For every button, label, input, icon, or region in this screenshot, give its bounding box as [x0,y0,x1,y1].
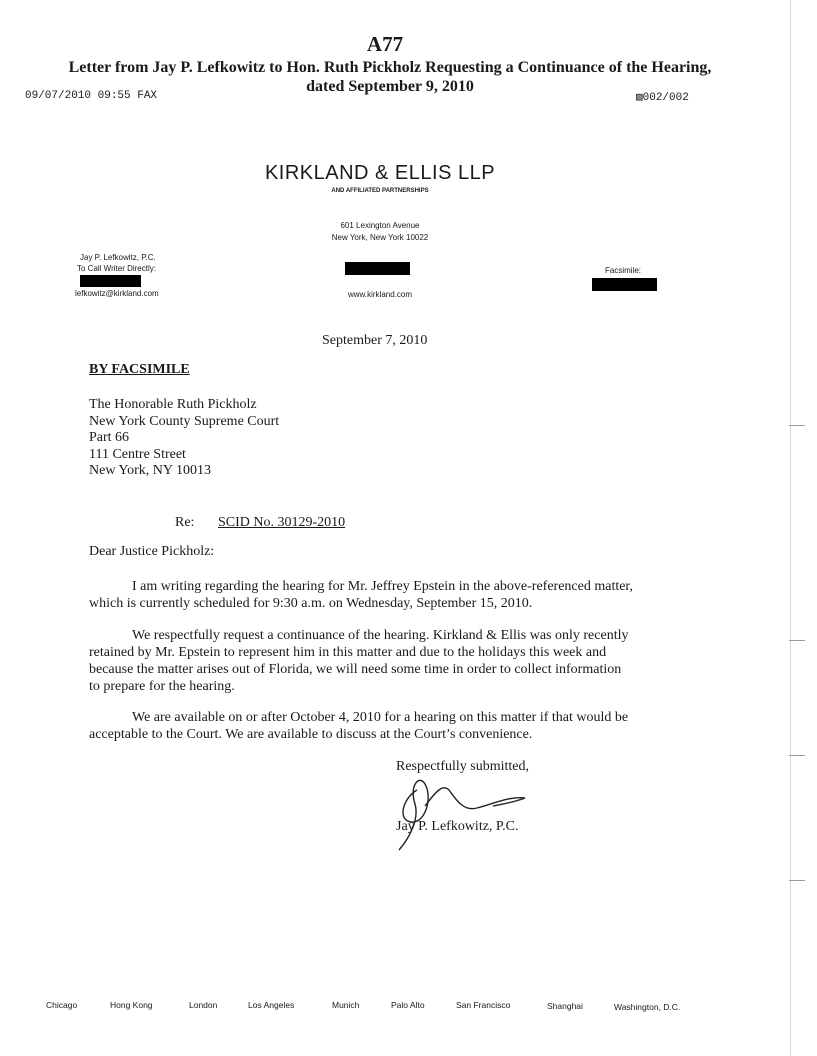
addressee-line: New York County Supreme Court [89,413,280,429]
body-paragraph [89,627,729,695]
office-hong-kong: Hong Kong [110,1000,153,1010]
office-palo-alto: Palo Alto [391,1000,425,1010]
paragraph-line: because the matter arises out of Florida, we will need some time in order to collect information [89,662,622,677]
redaction-bar [80,275,141,287]
fax-page-count: ▧002/002 [636,92,689,104]
firm-affiliates: AND AFFILIATED PARTNERSHIPS [331,188,429,194]
addressee-line: Part 66 [89,430,130,445]
scan-edge-tick [789,880,805,881]
paragraph-line: acceptable to the Court. We are available to discuss at the Court’s convenience. [89,727,533,742]
closing: Respectfully submitted, [396,759,529,774]
office-munich: Munich [332,1000,360,1010]
re-reference: SCID No. 30129-2010 [218,515,346,530]
office-chicago: Chicago [46,1000,78,1010]
addressee-line: New York, NY 10013 [89,463,211,478]
salutation: Dear Justice Pickholz: [89,544,215,559]
paragraph-line: retained by Mr. Epstein to represent him in this matter and due to the holidays this week and [89,645,607,660]
writer-direct-label: To Call Writer Directly: [77,264,156,273]
body-paragraph [89,578,729,612]
addressee-block [89,397,279,480]
paragraph-line: to prepare for the hearing. [89,679,235,694]
redaction-bar [345,262,410,275]
handwritten-signature [385,768,535,853]
body-paragraph [89,709,729,743]
office-washington-dc: Washington, D.C. [614,1002,681,1012]
addressee-line: The Honorable Ruth Pickholz [89,397,257,412]
scan-edge-rule [790,0,791,1056]
office-shanghai: Shanghai [547,1001,583,1011]
fax-timestamp: 09/07/2010 09:55 FAX [25,90,158,102]
exhibit-caption-line1: Letter from Jay P. Lefkowitz to Hon. Ruth Pickholz Requesting a Continuance of the Hearing, [68,59,712,76]
scan-edge-tick [789,640,805,641]
facsimile-label: Facsimile: [605,266,642,275]
paragraph-line: We respectfully request a continuance of the hearing. Kirkland & Ellis was only recently [132,628,629,643]
writer-name: Jay P. Lefkowitz, P.C. [80,253,156,262]
firm-website: www.kirkland.com [347,290,412,299]
office-san-francisco: San Francisco [456,1000,511,1010]
paragraph-line: which is currently scheduled for 9:30 a.m. on Wednesday, September 15, 2010. [89,596,533,611]
office-london: London [189,1000,218,1010]
paragraph-line: We are available on or after October 4, 2010 for a hearing on this matter if that would be [132,710,629,725]
exhibit-label: A77 [366,32,404,56]
firm-address-line2: New York, New York 10022 [331,233,429,242]
paragraph-line: I am writing regarding the hearing for Mr. Jeffrey Epstein in the above-referenced matter, [132,579,634,594]
exhibit-caption-line2: dated September 9, 2010 [306,78,474,95]
firm-name: KIRKLAND & ELLIS LLP [264,162,496,184]
signatory-name: Jay P. Lefkowitz, P.C. [396,819,519,834]
writer-email: lefkowitz@kirkland.com [75,289,159,298]
scan-edge-tick [789,425,805,426]
office-los-angeles: Los Angeles [248,1000,295,1010]
scan-edge-tick [789,755,805,756]
letter-date: September 7, 2010 [322,333,428,348]
delivery-method: BY FACSIMILE [89,362,190,377]
redaction-bar [592,278,657,291]
addressee-line: 111 Centre Street [89,446,186,462]
firm-address-line1: 601 Lexington Avenue [340,221,420,230]
re-label: Re: [175,515,195,530]
